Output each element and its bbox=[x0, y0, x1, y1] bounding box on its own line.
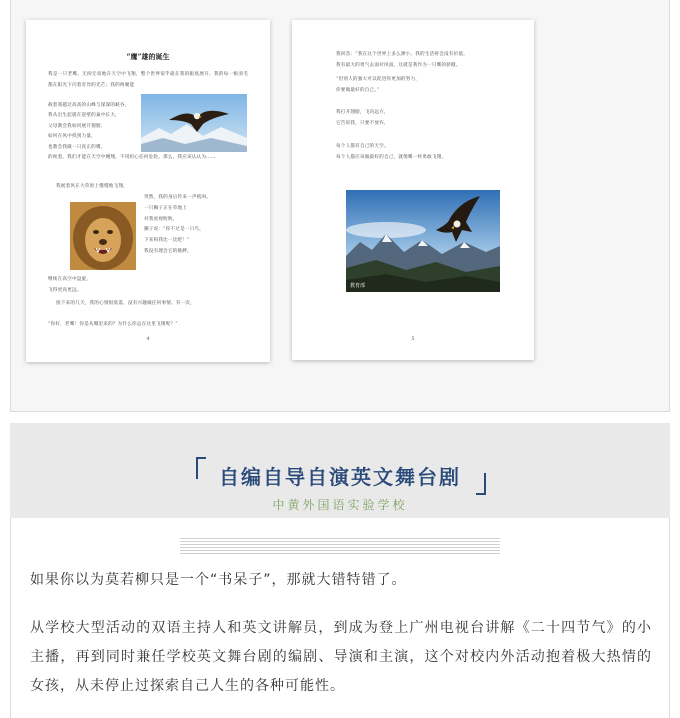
image-watermark: 教育部 bbox=[350, 283, 366, 289]
paragraph: 一只狮子正在草地上 bbox=[144, 206, 188, 211]
paragraph: “但别人的强大可以促进你更加的努力， bbox=[336, 77, 421, 82]
paragraph: 我回答：“我在这个世界上多么渺小。我的生活将会没有价值， bbox=[336, 52, 468, 57]
paragraph: 每个人都有自己的天空。 bbox=[336, 144, 389, 149]
page-title: “鹰”雄的诞生 bbox=[126, 52, 170, 61]
document-page-right bbox=[292, 20, 534, 360]
paragraph: “你好，老鹰！你是从哪里来的？为什么你总在这里飞翔呢？” bbox=[48, 322, 178, 327]
paragraph: 我从出生起就在崖壁的巢中长大， bbox=[48, 113, 120, 118]
paragraph: 我没有理会它的挑衅， bbox=[144, 249, 192, 254]
paragraph: 突然，我的身后传来一声吼叫。 bbox=[144, 195, 212, 200]
article-paragraph: 从学校大型活动的双语主持人和英文讲解员，到成为登上广州电视台讲解《二十四节气》的小主播，再到同时兼任学校英文舞台剧的编剧、导演和主演，这个对校内外活动抱着极大热情的女孩，从未停止过探索自己人生的各种可能性。 bbox=[30, 620, 652, 694]
eagle-mountain-image bbox=[346, 190, 500, 292]
paragraph: 它告诉我，只要不放弃， bbox=[336, 121, 389, 126]
document-page-left bbox=[26, 20, 270, 362]
lion-image bbox=[70, 202, 136, 270]
hatch-divider bbox=[180, 538, 500, 556]
paragraph: 继续在高空中盘旋， bbox=[48, 277, 92, 282]
paragraph: 飞得更高更远。 bbox=[48, 288, 82, 293]
paragraph: 我展着风在大草原上慢慢地飞翔， bbox=[56, 184, 128, 189]
paragraph: 接下来的几天，我的心情很低落，没有兴趣做任何事情。有一次， bbox=[56, 301, 196, 306]
paragraph: 我是一只老鹰，无拘无束地在天空中飞翔，整个世界似乎就在我的眼底展开。我的每一根羽毛都在阳光下闪着奇异的光芒；我的两翼能 bbox=[48, 72, 248, 88]
section-subtitle: 中黄外国语实验学校 bbox=[272, 498, 408, 512]
paragraph: 父母教会我如何展开翅膀， bbox=[48, 124, 106, 129]
paragraph: 也教会我做一只真正的鹰。 bbox=[48, 145, 106, 150]
eagle-image bbox=[141, 94, 247, 152]
section-title: 自编自导自演英文舞台剧 bbox=[219, 465, 461, 489]
page-number: 5 bbox=[411, 336, 415, 342]
paragraph: 下来和我比一比吧！” bbox=[144, 238, 190, 243]
paragraph: 你要做最好的自己。” bbox=[336, 88, 380, 93]
paragraph: 的视着，我们才能在天空中翱翔，不用担心任何危险。那么，我应该认认为…… bbox=[48, 155, 216, 160]
paragraph: 对我虎视眈眈， bbox=[144, 217, 178, 222]
paragraph: 我打开翅膀，飞向远方， bbox=[336, 110, 389, 115]
paragraph: 狮子说：“你不过是一只鸟， bbox=[144, 227, 205, 232]
paragraph: 每个人都应该做最好的自己，就像鹰一样勇敢飞翔。 bbox=[336, 155, 447, 160]
page-number: 4 bbox=[146, 336, 150, 342]
paragraph: 我有最大的勇气去面对风雨，这就是我作为一只鹰的骄傲。 bbox=[336, 63, 461, 68]
paragraph: 如何在风中找到力量， bbox=[48, 134, 96, 139]
article-paragraph: 如果你以为莫若柳只是一个“书呆子”，那就大错特错了。 bbox=[30, 572, 407, 588]
paragraph: 载着我越过高高的山峰与深深的峡谷， bbox=[48, 103, 130, 108]
